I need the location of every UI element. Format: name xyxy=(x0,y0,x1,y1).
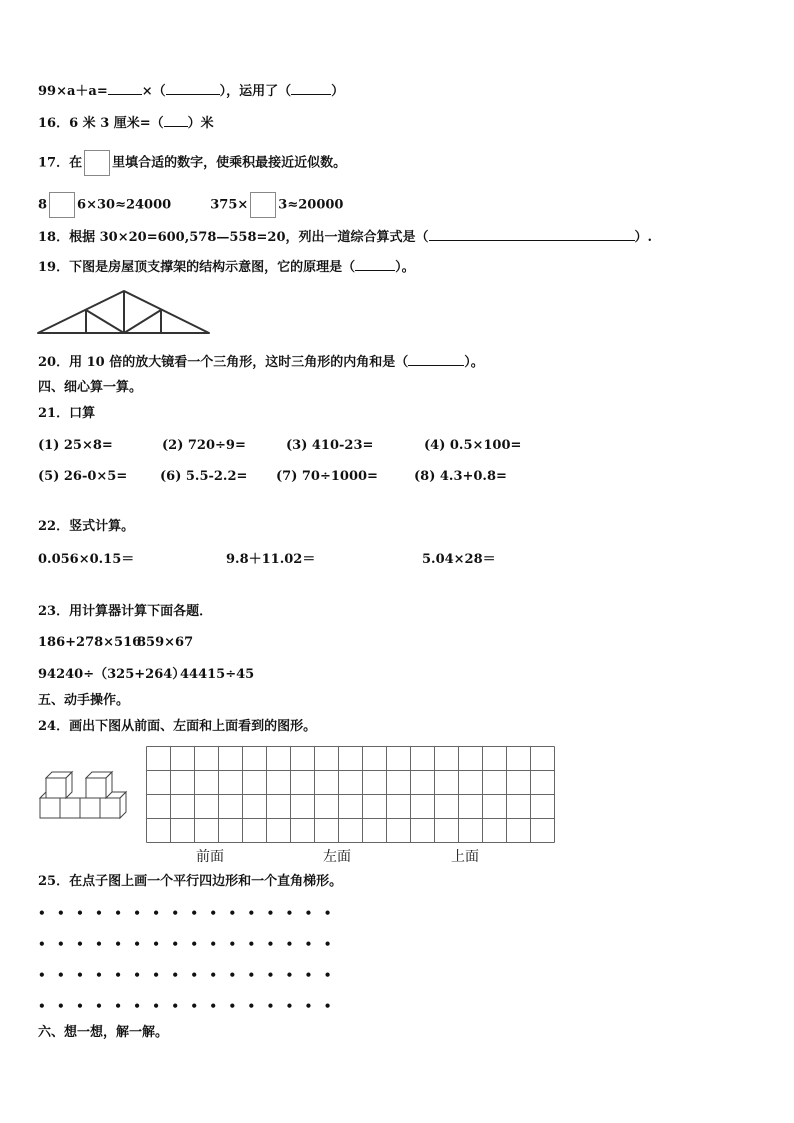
q19-close: ）。 xyxy=(395,260,415,275)
q23-item-4: 44415÷45 xyxy=(180,667,255,682)
q23-item-3: 94240÷（325+264） xyxy=(38,667,186,682)
section-5-heading: 五、动手操作。 xyxy=(38,693,130,708)
q17-expressions xyxy=(38,192,343,218)
q17 xyxy=(38,150,346,176)
q21-item-4: (4) 0.5×100= xyxy=(424,438,522,453)
q17-expr2-box[interactable] xyxy=(250,192,276,218)
dot-row-3[interactable]: • • • • • • • • • • • • • • • • xyxy=(38,968,335,982)
q21-item-7: (7) 70÷1000= xyxy=(276,469,378,484)
q15-blank-1[interactable] xyxy=(108,82,142,95)
q22-item-3: 5.04×28＝ xyxy=(422,552,496,567)
q25-title: 25．在点子图上画一个平行四边形和一个直角梯形。 xyxy=(38,874,343,889)
label-front: 前面 xyxy=(196,849,224,865)
cube-figure xyxy=(38,766,134,822)
q16-close: ）米 xyxy=(187,116,214,131)
section-4-heading: 四、细心算一算。 xyxy=(38,380,143,395)
dot-row-1[interactable]: • • • • • • • • • • • • • • • • xyxy=(38,906,335,920)
section-6-heading: 六、想一想，解一解。 xyxy=(38,1025,169,1040)
dot-row-4[interactable]: • • • • • • • • • • • • • • • • xyxy=(38,999,335,1013)
q16-blank[interactable] xyxy=(164,114,188,127)
q21-item-1: (1) 25×8= xyxy=(38,438,113,453)
dot-row-2[interactable]: • • • • • • • • • • • • • • • • xyxy=(38,937,335,951)
q21-item-8: (8) 4.3+0.8= xyxy=(414,469,507,484)
q15-text-1: 99×a＋a= xyxy=(38,84,108,99)
q15-text-4: ） xyxy=(331,84,345,99)
q24-title: 24．画出下图从前面、左面和上面看到的图形。 xyxy=(38,719,317,734)
q15-blank-2[interactable] xyxy=(166,82,220,95)
q20-close: ）。 xyxy=(464,355,484,370)
label-left: 左面 xyxy=(323,849,351,865)
q17-text-b: 里填合适的数字，使乘积最接近近似数。 xyxy=(112,155,347,171)
q15-text-2: ×（ xyxy=(141,84,166,99)
label-top: 上面 xyxy=(451,849,479,865)
q19 xyxy=(38,258,415,277)
q17-expr1-box[interactable] xyxy=(49,192,75,218)
q17-expr2-b: 3≈20000 xyxy=(278,197,344,213)
q20-blank[interactable] xyxy=(408,353,464,366)
q21-item-6: (6) 5.5-2.2= xyxy=(160,469,248,484)
q15-tail xyxy=(38,82,344,101)
q22-item-1: 0.056×0.15＝ xyxy=(38,552,135,567)
q21-item-3: (3) 410-23= xyxy=(286,438,374,453)
q18-blank[interactable] xyxy=(429,228,635,241)
q18-close: ）. xyxy=(634,230,653,245)
q20 xyxy=(38,353,484,372)
q17-expr2-a: 375× xyxy=(210,197,249,213)
drawing-grid[interactable] xyxy=(146,746,556,844)
q21-item-2: (2) 720÷9= xyxy=(162,438,246,453)
q18 xyxy=(38,228,652,247)
q17-expr1-b: 6×30≈24000 xyxy=(77,197,172,213)
q18-text: 18．根据 30×20=600,578—558=20，列出一道综合算式是（ xyxy=(38,230,429,245)
q23-title: 23．用计算器计算下面各题． xyxy=(38,604,213,619)
q16 xyxy=(38,114,214,133)
q21-title: 21．口算 xyxy=(38,406,96,421)
q19-blank[interactable] xyxy=(355,258,395,271)
q17-expr1-a: 8 xyxy=(38,197,48,213)
q23-item-2: 859×67 xyxy=(137,635,194,650)
q16-text: 16．6 米 3 厘米=（ xyxy=(38,116,164,131)
q15-blank-3[interactable] xyxy=(291,82,331,95)
q15-text-3: ），运用了（ xyxy=(219,84,292,99)
q22-item-2: 9.8＋11.02＝ xyxy=(226,552,316,567)
q17-example-box xyxy=(84,150,110,176)
q17-text-a: 17．在 xyxy=(38,155,83,171)
roof-truss-diagram xyxy=(36,288,212,336)
q19-text: 19．下图是房屋顶支撑架的结构示意图，它的原理是（ xyxy=(38,260,356,275)
q20-text: 20．用 10 倍的放大镜看一个三角形，这时三角形的内角和是（ xyxy=(38,355,409,370)
q22-title: 22．竖式计算。 xyxy=(38,519,135,534)
q23-item-1: 186+278×516 xyxy=(38,635,142,650)
q21-item-5: (5) 26-0×5= xyxy=(38,469,128,484)
